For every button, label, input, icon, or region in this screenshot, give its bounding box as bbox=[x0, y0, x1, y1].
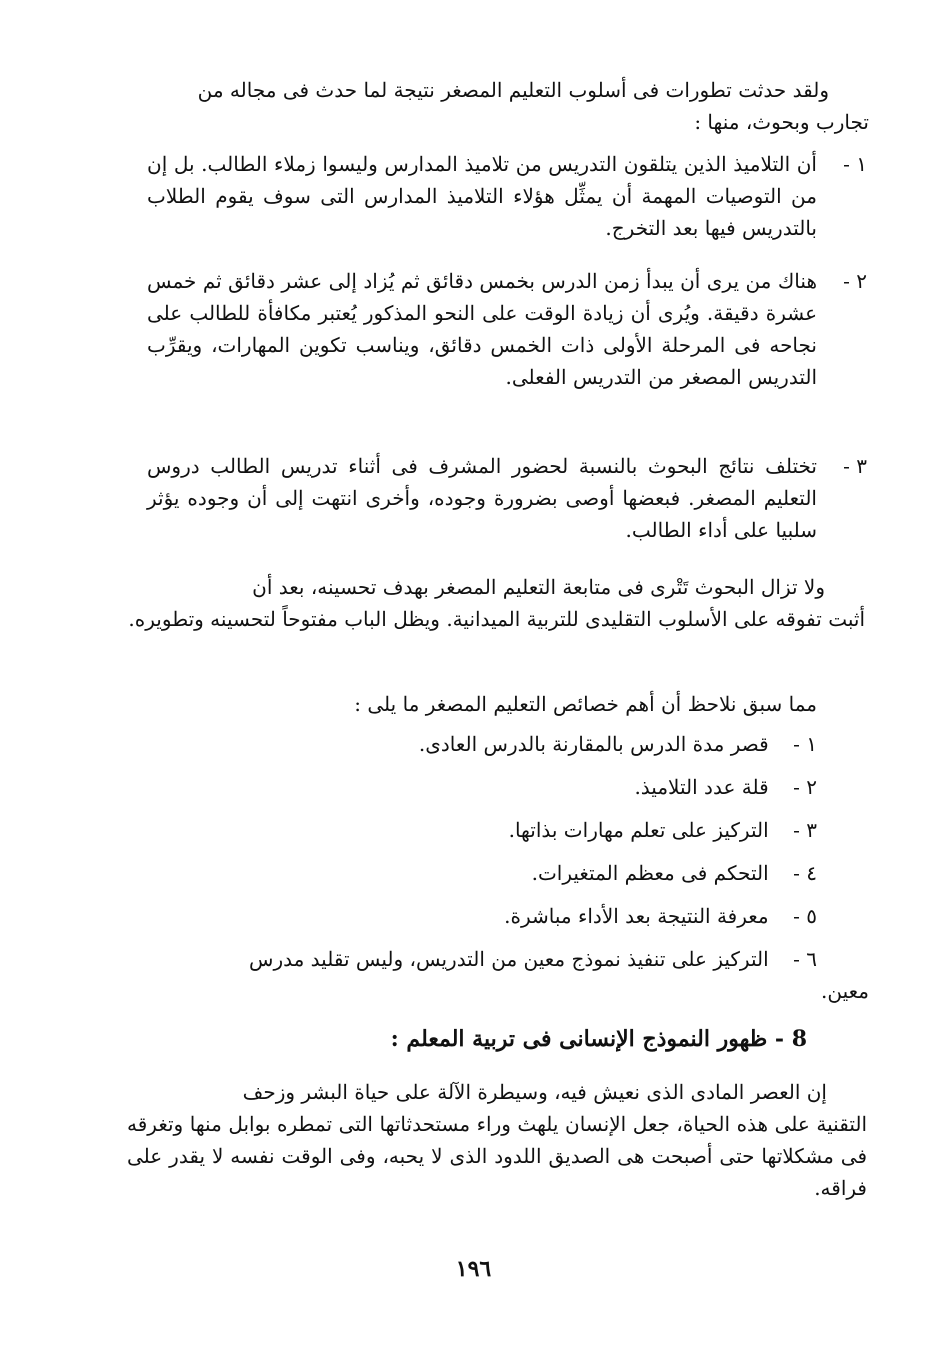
research-paragraph-rest: أثبت تفوقه على الأسلوب التقليدى للتربية الميدانية. ويظل الباب مفتوحاً لتحسينه وتطويره. bbox=[128, 607, 865, 631]
development-item-3-text: تختلف نتائج البحوث بالنسبة لحضور المشرف فى أثناء تدريس الطالب دروس التعليم المصغر. فبعضها أوصى بضرورة وجوده، وأخرى انتهت إلى أن وجوده يؤثر سلبيا على أداء الطالب. bbox=[147, 454, 817, 542]
characteristics-list bbox=[117, 728, 869, 1007]
list-item-text: قصر مدة الدرس بالمقارنة بالدرس العادى. bbox=[418, 732, 769, 756]
development-item-1-text: أن التلاميذ الذين يتلقون التدريس من تلاميذ المدارس وليسوا زملاء الطالب. بل إن من التوصيات المهمة أن يمثِّل هؤلاء التلاميذ المدارس التى سوف يقوم الطلاب بالتدريس فيها بعد التخرج. bbox=[147, 152, 817, 240]
intro-line-1: ولقد حدثت تطورات فى أسلوب التعليم المصغر نتيجة لما حدث فى مجاله من bbox=[197, 78, 829, 102]
development-item-1-number: ١ - bbox=[843, 152, 867, 176]
development-item-2-text: هناك من يرى أن يبدأ زمن الدرس بخمس دقائق ثم يُزاد إلى عشر دقائق ثم خمس عشرة دقيقة. ويُرى أن زيادة الوقت على النحو المذكور يُعتبر مكافأة للطالب على نجاحه فى المرحلة الأولى ذات الخمس دقائق، ويناسب تكوين المهارات، ويقرِّب التدريس المصغر من التدريس الفعلى. bbox=[147, 269, 817, 389]
list-item bbox=[117, 900, 817, 932]
list-item-continuation: معين. bbox=[821, 979, 869, 1003]
section-8-heading: 8 - ظهور النموذج الإنسانى فى تربية المعلم : bbox=[390, 1026, 807, 1052]
list-item bbox=[117, 943, 869, 1007]
list-item-number: ٢ - bbox=[793, 775, 817, 799]
list-item-text: معرفة النتيجة بعد الأداء مباشرة. bbox=[504, 904, 769, 928]
list-item-text: قلة عدد التلاميذ. bbox=[634, 775, 769, 799]
list-item-text: التحكم فى معظم المتغيرات. bbox=[531, 861, 769, 885]
section-8-paragraph bbox=[127, 1076, 867, 1204]
list-item-text: التركيز على تنفيذ نموذج معين من التدريس، وليس تقليد مدرس bbox=[249, 947, 769, 971]
development-item-3 bbox=[147, 450, 867, 546]
research-continues-paragraph bbox=[105, 571, 865, 635]
development-item-3-number: ٣ - bbox=[843, 454, 867, 478]
list-item-number: ٣ - bbox=[793, 818, 817, 842]
development-item-2 bbox=[147, 265, 867, 393]
development-item-1 bbox=[147, 148, 867, 244]
section-8-line-1: إن العصر المادى الذى نعيش فيه، وسيطرة الآلة على حياة البشر وزحف bbox=[242, 1080, 827, 1104]
list-item bbox=[117, 771, 817, 803]
intro-paragraph bbox=[119, 74, 869, 138]
list-item-number: ١ - bbox=[793, 732, 817, 756]
intro-line-2: تجارب وبحوث، منها : bbox=[694, 110, 869, 134]
list-item-number: ٤ - bbox=[793, 861, 817, 885]
list-item-number: ٦ - bbox=[793, 947, 817, 971]
research-paragraph-line-1: ولا تزال البحوث تَتْرى فى متابعة التعليم المصغر بهدف تحسينه، بعد أن bbox=[252, 575, 825, 599]
list-item bbox=[117, 814, 817, 846]
development-item-2-number: ٢ - bbox=[843, 269, 867, 293]
list-item bbox=[117, 857, 817, 889]
list-item bbox=[117, 728, 817, 760]
section-8-rest: التقنية على هذه الحياة، جعل الإنسان يلهث وراء مستحدثاتها التى تمطره بوابل منها وتغرقه فى مشكلاتها حتى أصبحت هى الصديق اللدود الذى لا يحبه، وفى الوقت نفسه لا يقدر على فراقه. bbox=[127, 1112, 867, 1200]
list-item-number: ٥ - bbox=[793, 904, 817, 928]
list-item-text: التركيز على تعلم مهارات بذاتها. bbox=[508, 818, 769, 842]
page-number: ١٩٦ bbox=[455, 1256, 492, 1282]
characteristics-intro: مما سبق نلاحظ أن أهم خصائص التعليم المصغر ما يلى : bbox=[354, 692, 817, 716]
